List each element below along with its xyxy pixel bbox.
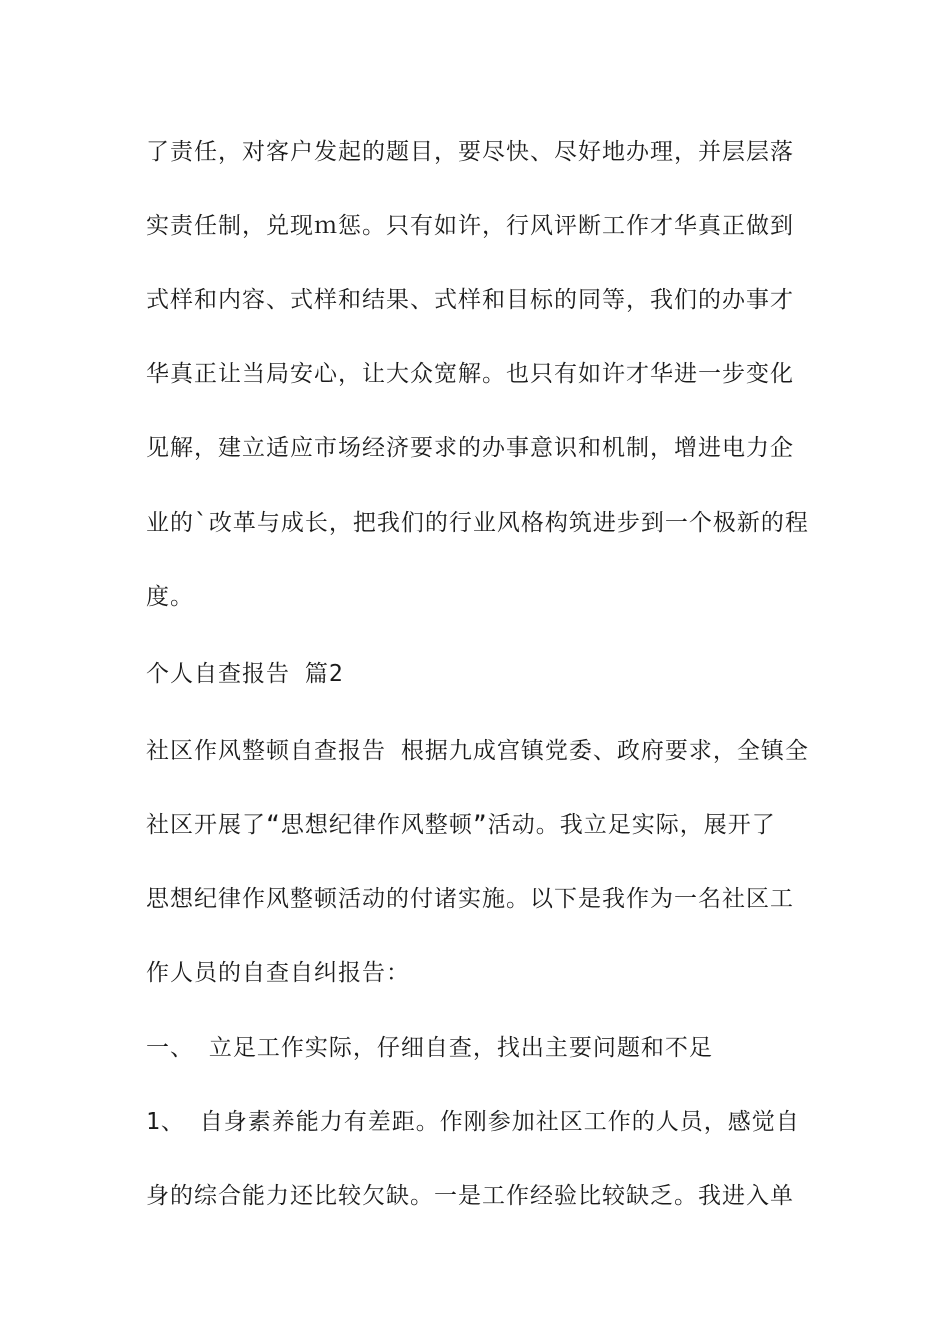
text-line-15: 身的综合能力还比较欠缺。一是工作经验比较缺乏。我进入单 [146, 1183, 794, 1209]
text-line-1: 了责任，对客户发起的题目，要尽快、尽好地办理，并层层落 [146, 139, 794, 165]
subheading-1: 一、 立足工作实际，仔细自查，找出主要问题和不足 [146, 1035, 713, 1061]
text-line-6: 业的`改革与成长，把我们的行业风格构筑进步到一个极新的程 [146, 510, 809, 536]
text-line-3: 式样和内容、式样和结果、式样和目标的同等，我们的办事才 [146, 287, 794, 313]
text-line-4: 华真正让当局安心，让大众宽解。也只有如许才华进一步变化 [146, 361, 794, 387]
text-line-5: 见解，建立适应市场经济要求的办事意识和机制，增进电力企 [146, 435, 794, 461]
text-line-12: 作人员的自查自纠报告： [146, 960, 410, 986]
text-line-11: 思想纪律作风整顿活动的付诸实施。以下是我作为一名社区工 [146, 886, 794, 912]
text-line-14: 1、 自身素养能力有差距。作刚参加社区工作的人员，感觉自 [146, 1109, 800, 1135]
text-line-2: 实责任制，兑现ｍ惩。只有如许，行风评断工作才华真正做到 [146, 213, 794, 239]
section-heading: 个人自查报告 篇2 [146, 661, 344, 687]
text-line-10: 社区开展了“思想纪律作风整顿”活动。我立足实际，展开了 [146, 812, 776, 838]
text-line-7: 度。 [146, 584, 194, 610]
text-line-9: 社区作风整顿自查报告 根据九成宫镇党委、政府要求，全镇全 [146, 738, 809, 764]
